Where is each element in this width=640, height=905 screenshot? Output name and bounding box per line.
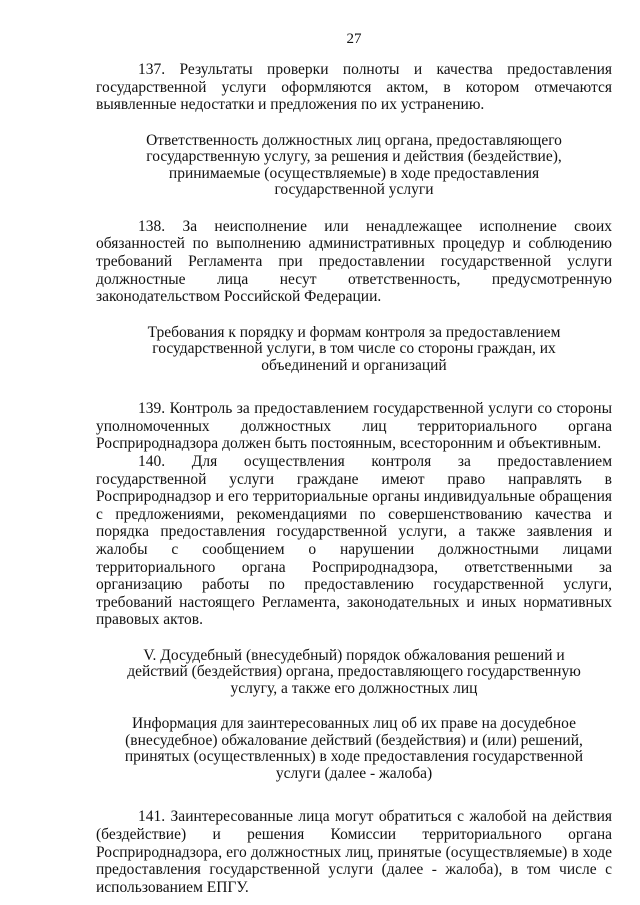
paragraph-141: 141. Заинтересованные лица могут обратиться с жалобой на действия (бездействие) и решения Комиссии территориального органа Росприроднадзора, его должностных лиц, принятые (осуществляемые) в ходе предоставления государственной услуги (далее - жалоба), в том числе с использованием ЕПГУ.	[96, 808, 612, 896]
paragraph-138: 138. За неисполнение или ненадлежащее исполнение своих обязанностей по выполнению административных процедур и соблюдению требований Регламента при предоставлении государственной услуги должностные лица несут ответственность, предусмотренную законодательством Российской Федерации.	[96, 217, 612, 306]
document-page	[96, 30, 612, 896]
heading-responsibility: Ответственность должностных лиц органа, предоставляющего государственную услугу, за решения и действия (бездействие), принимаемые (осуществляемые) в ходе предоставления государственной услуги	[146, 131, 562, 199]
page-number: 27	[346, 31, 362, 47]
paragraph-140: 140. Для осуществления контроля за предоставлением государственной услуги граждане имеют право направлять в Росприроднадзор и его территориальные органы индивидуальные обращения с предложениями, рекомендациями по совершенствованию качества и порядка предоставления государственной услуги, а также заявления и жалобы с сообщением о нарушении должностными лицами территориального органа Росприроднадзора, ответственными за организацию работы по предоставлению государственной услуги, требований настоящего Регламента, законодательных и иных нормативных правовых актов.	[96, 453, 612, 629]
paragraph-137: 137. Результаты проверки полноты и качества предоставления государственной услуги оформляются актом, в котором отмечаются выявленные недостатки и предложения по их устранению.	[96, 61, 612, 114]
heading-control-requirements: Требования к порядку и формам контроля за предоставлением государственной услуги, в том числе со стороны граждан, их объединений и организаций	[147, 323, 561, 374]
paragraph-139: 139. Контроль за предоставлением государственной услуги со стороны уполномоченных должностных лиц территориального органа Росприроднадзора должен быть постоянным, всесторонним и объективным.	[96, 400, 612, 453]
heading-appeal-information: Информация для заинтересованных лиц об их праве на досудебное (внесудебное) обжалование действий (бездействия) и (или) решений, принятых (осуществленных) в ходе предоставления государственной услуги (далее - жалоба)	[124, 715, 584, 782]
heading-section-v: V. Досудебный (внесудебный) порядок обжалования решений и действий (бездействия) органа, предоставляющего государственную услугу, а также его должностных лиц	[127, 646, 581, 697]
